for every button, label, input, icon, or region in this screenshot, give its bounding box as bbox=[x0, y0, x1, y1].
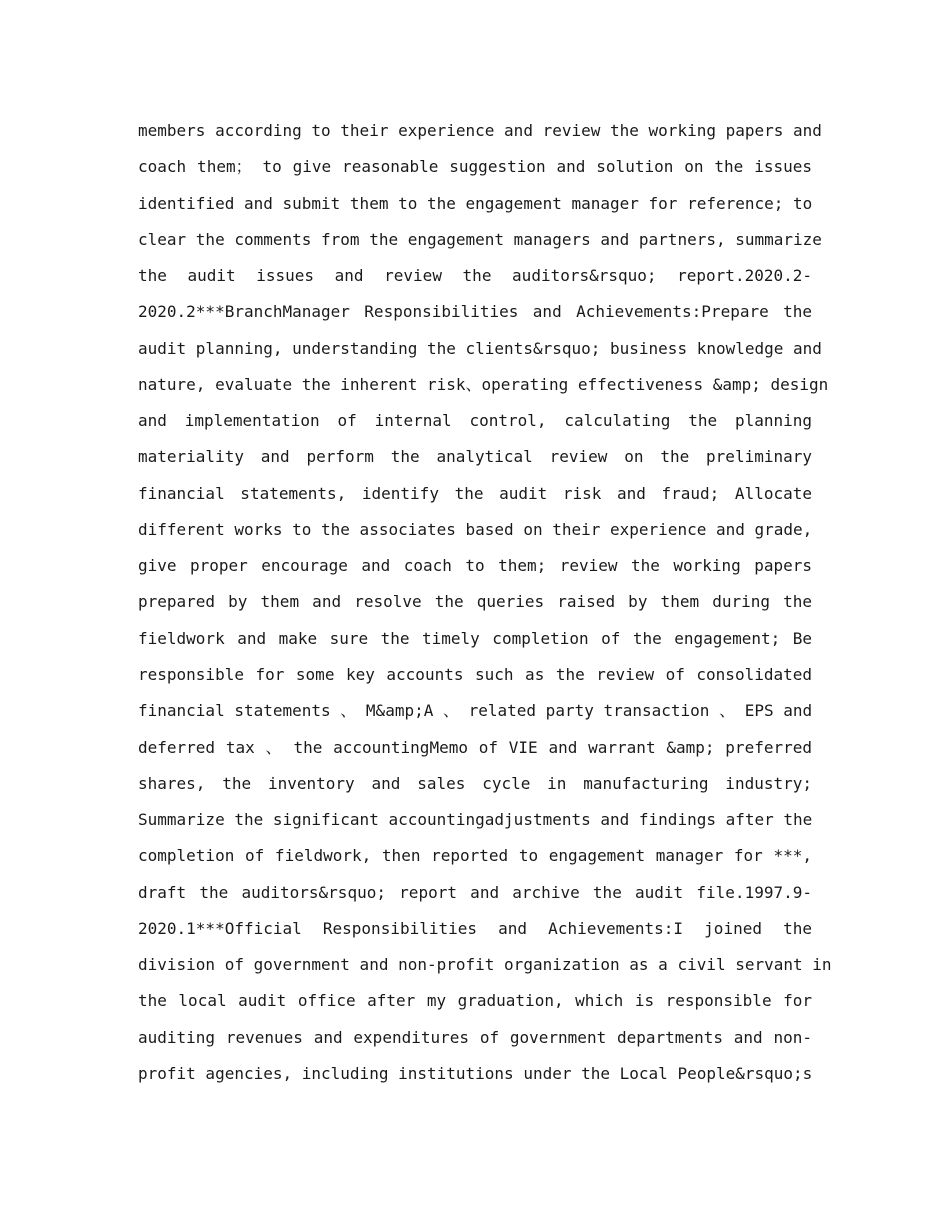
text-line: coach them； to give reasonable suggestion and solution on the issues bbox=[138, 157, 812, 177]
text-line: clear the comments from the engagement managers and partners, summarize bbox=[138, 229, 822, 249]
text-line: the audit issues and review the auditors&rsquo; report.2020.2- bbox=[138, 266, 812, 286]
text-line: draft the auditors&rsquo; report and archive the audit file.1997.9- bbox=[138, 882, 812, 902]
text-line: financial statements, identify the audit risk and fraud; Allocate bbox=[138, 483, 812, 503]
text-line: profit agencies, including institutions under the Local People&rsquo;s bbox=[138, 1063, 813, 1083]
text-line: different works to the associates based on their experience and grade, bbox=[138, 519, 813, 539]
text-line: identified and submit them to the engagement manager for reference; to bbox=[138, 193, 813, 213]
text-line: auditing revenues and expenditures of government departments and non- bbox=[138, 1027, 812, 1047]
text-line: responsible for some key accounts such as the review of consolidated bbox=[138, 664, 812, 684]
text-line: financial statements 、 M&amp;A 、 related party transaction 、 EPS and bbox=[138, 701, 813, 721]
text-line: 2020.1***Official Responsibilities and Achievements:I joined the bbox=[138, 918, 812, 938]
text-line: give proper encourage and coach to them; review the working papers bbox=[138, 556, 812, 576]
body-text bbox=[138, 113, 832, 1092]
text-line: 2020.2***BranchManager Responsibilities and Achievements:Prepare the bbox=[138, 302, 812, 322]
text-line: members according to their experience and review the working papers and bbox=[138, 121, 822, 140]
text-line: materiality and perform the analytical review on the preliminary bbox=[138, 447, 812, 467]
text-line: shares, the inventory and sales cycle in manufacturing industry; bbox=[138, 773, 812, 793]
text-line: fieldwork and make sure the timely completion of the engagement; Be bbox=[138, 628, 812, 648]
text-line: audit planning, understanding the clients&rsquo; business knowledge and bbox=[138, 338, 822, 358]
text-line: prepared by them and resolve the queries raised by them during the bbox=[138, 592, 812, 612]
text-line: the local audit office after my graduation, which is responsible for bbox=[138, 991, 812, 1011]
text-line: nature, evaluate the inherent risk、operating effectiveness &amp; design bbox=[138, 374, 829, 394]
text-line: deferred tax 、 the accountingMemo of VIE and warrant &amp; preferred bbox=[138, 737, 812, 757]
text-line: Summarize the significant accountingadjustments and findings after the bbox=[138, 810, 813, 830]
text-line: division of government and non-profit organization as a civil servant in bbox=[138, 955, 832, 975]
text-line: and implementation of internal control, calculating the planning bbox=[138, 411, 812, 431]
text-line: completion of fieldwork, then reported to engagement manager for ***, bbox=[138, 846, 812, 866]
